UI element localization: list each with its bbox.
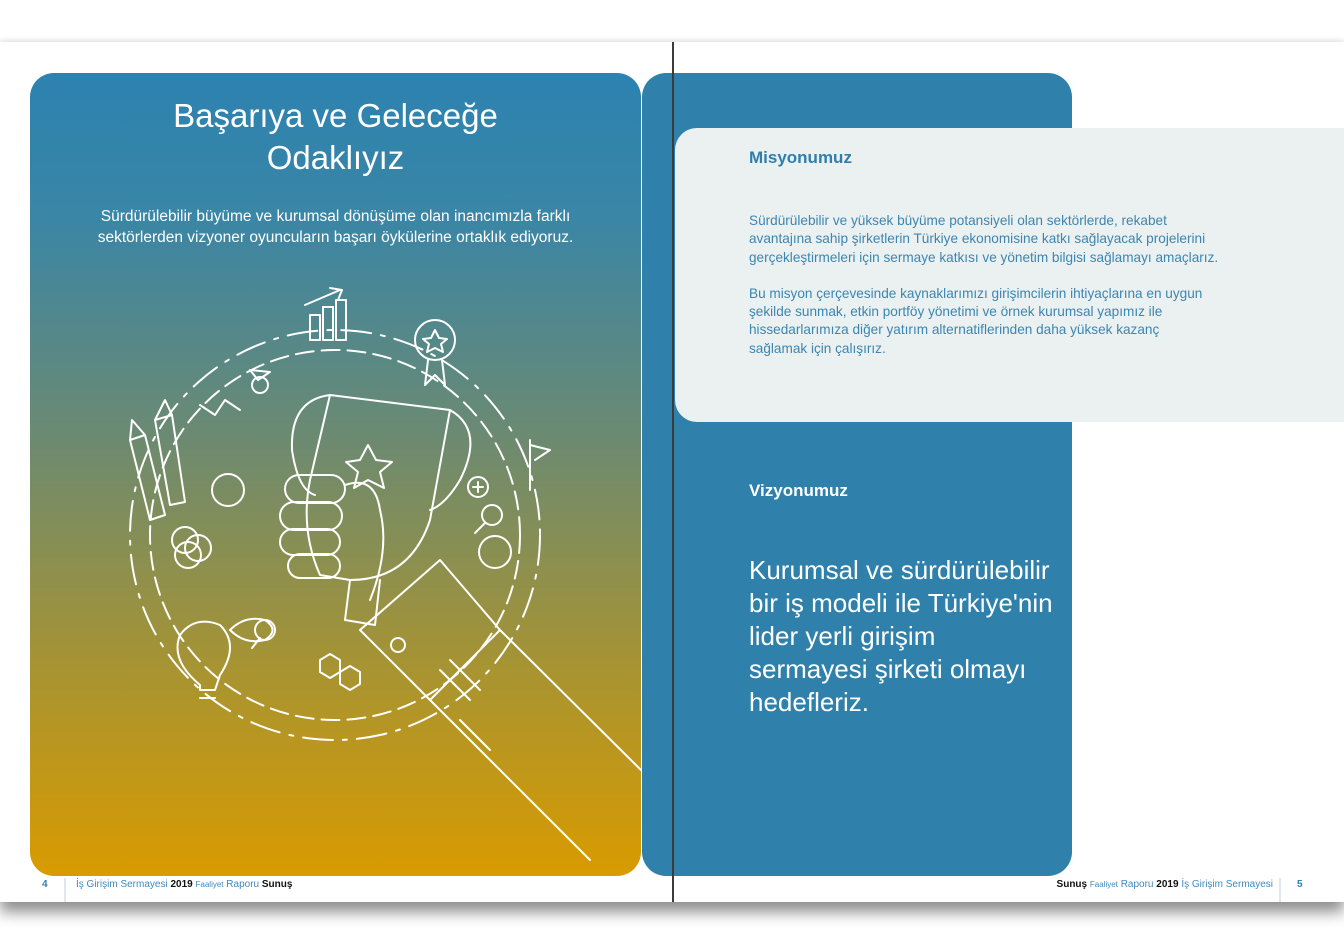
mission-section <box>749 147 1219 376</box>
footer-raporu: Raporu <box>1120 879 1154 890</box>
mission-paragraph-1: Sürdürülebilir ve yüksek büyüme potansiyeli olan sektörlerde, rekabet avantajına sahip şirketlerin Türkiye ekonomisine katkı sağlayacak projelerini gerçekleştirmeleri için sermaye katkısı ve yönetim bilgisi sağlamayı amaçlarız. <box>749 213 1219 265</box>
footer-left <box>76 878 292 892</box>
mission-paragraph-2: Bu misyon çerçevesinde kaynaklarımızı girişimcilerin ihtiyaçlarına en uygun şekilde sunmak, etkin portföy yönetimi ve örnek kurumsal yapımız ile hissedarlarımıza diğer yatırım alternatiflerinden daha yüksek kazanç sağlamak için çalışırız. <box>749 285 1203 356</box>
footer-divider-left <box>64 878 66 902</box>
page-number-left: 4 <box>42 879 48 890</box>
footer-company: İş Girişim Sermayesi <box>76 879 168 890</box>
page-spine <box>672 42 674 902</box>
footer-year: 2019 <box>170 879 193 890</box>
page-title <box>30 95 641 179</box>
footer-divider-right <box>1279 878 1281 902</box>
footer-raporu: Raporu <box>226 879 260 890</box>
footer-right <box>1057 878 1273 892</box>
trophy-hand-illustration <box>30 280 641 870</box>
title-line-2: Odaklıyız <box>266 139 405 176</box>
footer-section: Sunuş <box>261 879 293 890</box>
vision-title: Vizyonumuz <box>749 481 848 500</box>
footer-section: Sunuş <box>1056 879 1088 890</box>
footer-faaliyet: Faaliyet <box>195 880 224 889</box>
footer-year: 2019 <box>1156 879 1179 890</box>
footer-faaliyet: Faaliyet <box>1089 880 1118 889</box>
vision-section <box>749 480 1059 719</box>
vision-text: Kurumsal ve sürdürülebilir bir iş modeli ile Türkiye'nin lider yerli girişim sermayesi şirketi olmayı hedefleriz. <box>749 555 1053 717</box>
footer-company: İş Girişim Sermayesi <box>1181 879 1273 890</box>
mission-title: Misyonumuz <box>749 148 852 167</box>
page-number-right: 5 <box>1297 879 1303 890</box>
title-line-1: Başarıya ve Geleceğe <box>173 97 498 134</box>
subtitle: Sürdürülebilir büyüme ve kurumsal dönüşüme olan inancımızla farklı sektörlerden vizyoner oyuncuların başarı öykülerine ortaklık ediyoruz. <box>97 208 574 246</box>
